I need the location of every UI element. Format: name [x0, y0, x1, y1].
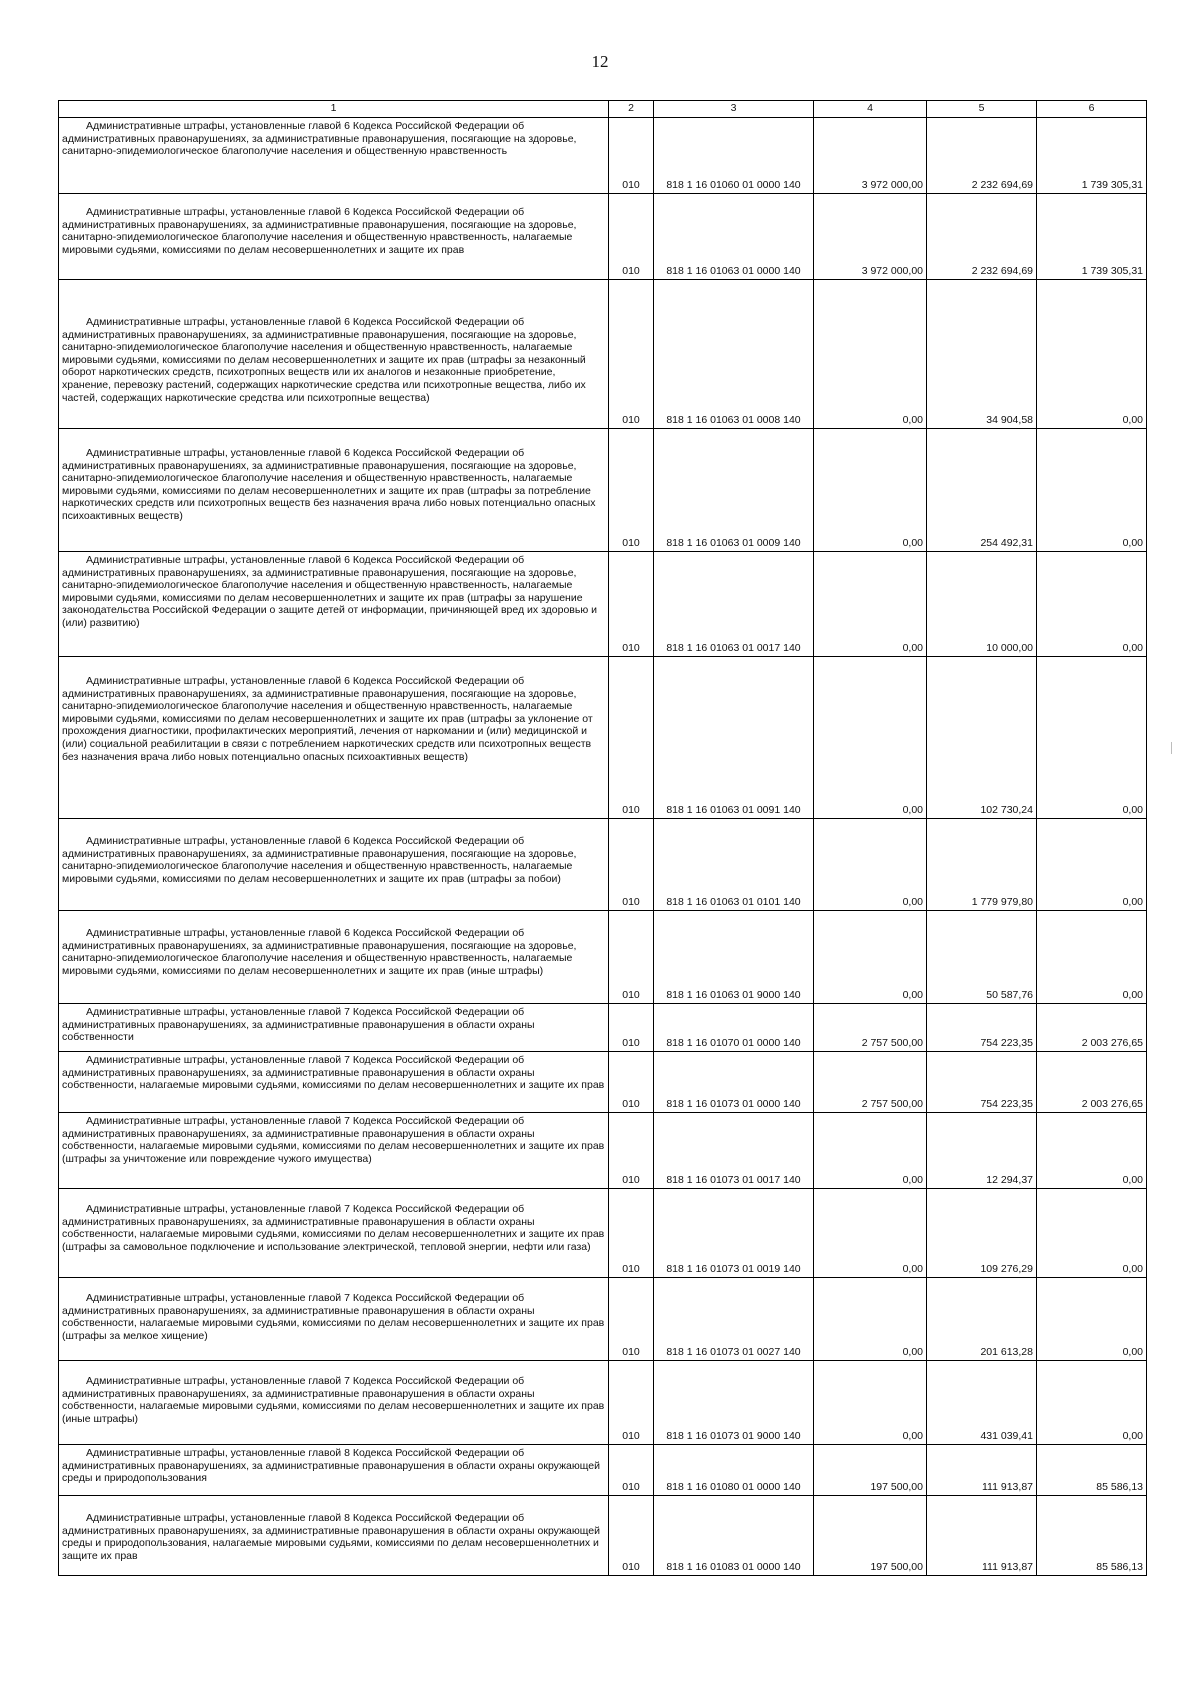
approved-amount-cell: 0,00	[814, 911, 927, 1004]
approved-amount-cell: 197 500,00	[814, 1445, 927, 1496]
income-code-cell: 818 1 16 01073 01 0027 140	[654, 1278, 814, 1361]
unexecuted-amount-cell: 85 586,13	[1037, 1496, 1147, 1576]
row-name-cell: Административные штрафы, установленные главой 6 Кодекса Российской Федерации об административных правонарушениях, за административные правонарушения, посягающие на здоровье, санитарно-эпидемиологическое благополучие населения и общественную нравственность	[59, 118, 609, 194]
approved-amount-cell: 197 500,00	[814, 1496, 927, 1576]
line-code-cell: 010	[609, 1113, 654, 1189]
row-name-cell: Административные штрафы, установленные главой 6 Кодекса Российской Федерации об административных правонарушениях, за административные правонарушения, посягающие на здоровье, санитарно-эпидемиологическое благополучие населения и общественную нравственность, налагаемые мировыми судьями, комиссиями по делам несовершеннолетних и защите их прав (иные штрафы)	[59, 911, 609, 1004]
income-code-cell: 818 1 16 01073 01 9000 140	[654, 1361, 814, 1445]
table-row	[59, 1189, 1147, 1278]
executed-amount-cell: 111 913,87	[927, 1445, 1037, 1496]
column-5-header: 5	[927, 101, 1037, 118]
table-row	[59, 194, 1147, 280]
approved-amount-cell: 0,00	[814, 280, 927, 429]
unexecuted-amount-cell: 0,00	[1037, 1278, 1147, 1361]
line-code-cell: 010	[609, 1052, 654, 1113]
line-code-cell: 010	[609, 1496, 654, 1576]
table-row	[59, 1113, 1147, 1189]
executed-amount-cell: 754 223,35	[927, 1004, 1037, 1052]
row-name-cell: Административные штрафы, установленные главой 8 Кодекса Российской Федерации об административных правонарушениях, за административные правонарушения в области охраны окружающей среды и природопользования, налагаемые мировыми судьями, комиссиями по делам несовершеннолетних и защите их прав	[59, 1496, 609, 1576]
table-row	[59, 1496, 1147, 1576]
income-code-cell: 818 1 16 01070 01 0000 140	[654, 1004, 814, 1052]
table-header	[59, 101, 1147, 118]
income-code-cell: 818 1 16 01073 01 0019 140	[654, 1189, 814, 1278]
unexecuted-amount-cell: 0,00	[1037, 657, 1147, 819]
table-row	[59, 1445, 1147, 1496]
column-4-header: 4	[814, 101, 927, 118]
income-code-cell: 818 1 16 01063 01 0008 140	[654, 280, 814, 429]
table-row	[59, 657, 1147, 819]
line-code-cell: 010	[609, 429, 654, 552]
line-code-cell: 010	[609, 1361, 654, 1445]
table-row	[59, 1278, 1147, 1361]
line-code-cell: 010	[609, 657, 654, 819]
executed-amount-cell: 254 492,31	[927, 429, 1037, 552]
income-code-cell: 818 1 16 01063 01 9000 140	[654, 911, 814, 1004]
executed-amount-cell: 431 039,41	[927, 1361, 1037, 1445]
table-row	[59, 118, 1147, 194]
line-code-cell: 010	[609, 280, 654, 429]
income-code-cell: 818 1 16 01073 01 0000 140	[654, 1052, 814, 1113]
table-row	[59, 429, 1147, 552]
executed-amount-cell: 1 779 979,80	[927, 819, 1037, 911]
unexecuted-amount-cell: 0,00	[1037, 1113, 1147, 1189]
executed-amount-cell: 50 587,76	[927, 911, 1037, 1004]
executed-amount-cell: 12 294,37	[927, 1113, 1037, 1189]
column-6-header: 6	[1037, 101, 1147, 118]
approved-amount-cell: 0,00	[814, 657, 927, 819]
executed-amount-cell: 34 904,58	[927, 280, 1037, 429]
approved-amount-cell: 3 972 000,00	[814, 118, 927, 194]
line-code-cell: 010	[609, 911, 654, 1004]
income-report-table	[58, 100, 1147, 1576]
executed-amount-cell: 754 223,35	[927, 1052, 1037, 1113]
row-name-cell: Административные штрафы, установленные главой 7 Кодекса Российской Федерации об административных правонарушениях, за административные правонарушения в области охраны собственности, налагаемые мировыми судьями, комиссиями по делам несовершеннолетних и защите их прав (штрафы за уничтожение или повреждение чужого имущества)	[59, 1113, 609, 1189]
table-row	[59, 1052, 1147, 1113]
row-name-cell: Административные штрафы, установленные главой 6 Кодекса Российской Федерации об административных правонарушениях, за административные правонарушения, посягающие на здоровье, санитарно-эпидемиологическое благополучие населения и общественную нравственность, налагаемые мировыми судьями, комиссиями по делам несовершеннолетних и защите их прав (штрафы за уклонение от прохождения диагностики, профилактических мероприятий, лечения от наркомании и (или) медицинской и (или) социальной реабилитации в связи с потреблением наркотических средств или психотропных веществ без назначения врача либо новых потенциально опасных психоактивных веществ)	[59, 657, 609, 819]
executed-amount-cell: 2 232 694,69	[927, 194, 1037, 280]
approved-amount-cell: 2 757 500,00	[814, 1052, 927, 1113]
row-name-cell: Административные штрафы, установленные главой 6 Кодекса Российской Федерации об административных правонарушениях, за административные правонарушения, посягающие на здоровье, санитарно-эпидемиологическое благополучие населения и общественную нравственность, налагаемые мировыми судьями, комиссиями по делам несовершеннолетних и защите их прав (штрафы за незаконный оборот наркотических средств, психотропных веществ или их аналогов и незаконные приобретение, хранение, перевозку растений, содержащих наркотические средства или психотропные вещества, либо их частей, содержащих наркотические средства или психотропные вещества)	[59, 280, 609, 429]
unexecuted-amount-cell: 0,00	[1037, 1361, 1147, 1445]
table-row	[59, 552, 1147, 657]
column-number-row	[59, 101, 1147, 118]
approved-amount-cell: 0,00	[814, 429, 927, 552]
executed-amount-cell: 2 232 694,69	[927, 118, 1037, 194]
column-1-header: 1	[59, 101, 609, 118]
unexecuted-amount-cell: 0,00	[1037, 280, 1147, 429]
executed-amount-cell: 10 000,00	[927, 552, 1037, 657]
approved-amount-cell: 0,00	[814, 819, 927, 911]
income-code-cell: 818 1 16 01060 01 0000 140	[654, 118, 814, 194]
row-name-cell: Административные штрафы, установленные главой 7 Кодекса Российской Федерации об административных правонарушениях, за административные правонарушения в области охраны собственности	[59, 1004, 609, 1052]
table-row	[59, 819, 1147, 911]
row-name-cell: Административные штрафы, установленные главой 7 Кодекса Российской Федерации об административных правонарушениях, за административные правонарушения в области охраны собственности, налагаемые мировыми судьями, комиссиями по делам несовершеннолетних и защите их прав	[59, 1052, 609, 1113]
income-code-cell: 818 1 16 01063 01 0009 140	[654, 429, 814, 552]
income-code-cell: 818 1 16 01080 01 0000 140	[654, 1445, 814, 1496]
unexecuted-amount-cell: 0,00	[1037, 819, 1147, 911]
approved-amount-cell: 0,00	[814, 1189, 927, 1278]
page-number: 12	[591, 52, 609, 71]
row-name-cell: Административные штрафы, установленные главой 6 Кодекса Российской Федерации об административных правонарушениях, за административные правонарушения, посягающие на здоровье, санитарно-эпидемиологическое благополучие населения и общественную нравственность, налагаемые мировыми судьями, комиссиями по делам несовершеннолетних и защите их прав (штрафы за побои)	[59, 819, 609, 911]
unexecuted-amount-cell: 1 739 305,31	[1037, 118, 1147, 194]
line-code-cell: 010	[609, 552, 654, 657]
table-body	[59, 118, 1147, 1576]
column-2-header: 2	[609, 101, 654, 118]
income-code-cell: 818 1 16 01083 01 0000 140	[654, 1496, 814, 1576]
line-code-cell: 010	[609, 118, 654, 194]
row-name-cell: Административные штрафы, установленные главой 7 Кодекса Российской Федерации об административных правонарушениях, за административные правонарушения в области охраны собственности, налагаемые мировыми судьями, комиссиями по делам несовершеннолетних и защите их прав (иные штрафы)	[59, 1361, 609, 1445]
row-name-cell: Административные штрафы, установленные главой 6 Кодекса Российской Федерации об административных правонарушениях, за административные правонарушения, посягающие на здоровье, санитарно-эпидемиологическое благополучие населения и общественную нравственность, налагаемые мировыми судьями, комиссиями по делам несовершеннолетних и защите их прав	[59, 194, 609, 280]
line-code-cell: 010	[609, 819, 654, 911]
approved-amount-cell: 2 757 500,00	[814, 1004, 927, 1052]
executed-amount-cell: 201 613,28	[927, 1278, 1037, 1361]
unexecuted-amount-cell: 0,00	[1037, 552, 1147, 657]
unexecuted-amount-cell: 2 003 276,65	[1037, 1052, 1147, 1113]
table-row	[59, 911, 1147, 1004]
unexecuted-amount-cell: 2 003 276,65	[1037, 1004, 1147, 1052]
line-code-cell: 010	[609, 1278, 654, 1361]
unexecuted-amount-cell: 1 739 305,31	[1037, 194, 1147, 280]
executed-amount-cell: 102 730,24	[927, 657, 1037, 819]
unexecuted-amount-cell: 0,00	[1037, 429, 1147, 552]
line-code-cell: 010	[609, 1189, 654, 1278]
table-row	[59, 280, 1147, 429]
executed-amount-cell: 109 276,29	[927, 1189, 1037, 1278]
unexecuted-amount-cell: 85 586,13	[1037, 1445, 1147, 1496]
approved-amount-cell: 0,00	[814, 1361, 927, 1445]
table-row	[59, 1004, 1147, 1052]
unexecuted-amount-cell: 0,00	[1037, 1189, 1147, 1278]
income-code-cell: 818 1 16 01063 01 0000 140	[654, 194, 814, 280]
row-name-cell: Административные штрафы, установленные главой 7 Кодекса Российской Федерации об административных правонарушениях, за административные правонарушения в области охраны собственности, налагаемые мировыми судьями, комиссиями по делам несовершеннолетних и защите их прав (штрафы за мелкое хищение)	[59, 1278, 609, 1361]
line-code-cell: 010	[609, 194, 654, 280]
column-3-header: 3	[654, 101, 814, 118]
income-code-cell: 818 1 16 01063 01 0101 140	[654, 819, 814, 911]
approved-amount-cell: 0,00	[814, 1113, 927, 1189]
row-name-cell: Административные штрафы, установленные главой 7 Кодекса Российской Федерации об административных правонарушениях, за административные правонарушения в области охраны собственности, налагаемые мировыми судьями, комиссиями по делам несовершеннолетних и защите их прав (штрафы за самовольное подключение и использование электрической, тепловой энергии, нефти или газа)	[59, 1189, 609, 1278]
row-name-cell: Административные штрафы, установленные главой 6 Кодекса Российской Федерации об административных правонарушениях, за административные правонарушения, посягающие на здоровье, санитарно-эпидемиологическое благополучие населения и общественную нравственность, налагаемые мировыми судьями, комиссиями по делам несовершеннолетних и защите их прав (штрафы за нарушение законодательства Российской Федерации о защите детей от информации, причиняющей вред их здоровью и (или) развитию)	[59, 552, 609, 657]
income-code-cell: 818 1 16 01063 01 0017 140	[654, 552, 814, 657]
income-code-cell: 818 1 16 01073 01 0017 140	[654, 1113, 814, 1189]
table-row	[59, 1361, 1147, 1445]
approved-amount-cell: 0,00	[814, 552, 927, 657]
executed-amount-cell: 111 913,87	[927, 1496, 1037, 1576]
row-name-cell: Административные штрафы, установленные главой 6 Кодекса Российской Федерации об административных правонарушениях, за административные правонарушения, посягающие на здоровье, санитарно-эпидемиологическое благополучие населения и общественную нравственность, налагаемые мировыми судьями, комиссиями по делам несовершеннолетних и защите их прав (штрафы за потребление наркотических средств или психотропных веществ без назначения врача либо новых потенциально опасных психоактивных веществ)	[59, 429, 609, 552]
approved-amount-cell: 3 972 000,00	[814, 194, 927, 280]
line-code-cell: 010	[609, 1445, 654, 1496]
unexecuted-amount-cell: 0,00	[1037, 911, 1147, 1004]
scan-mark	[1171, 742, 1172, 754]
approved-amount-cell: 0,00	[814, 1278, 927, 1361]
income-code-cell: 818 1 16 01063 01 0091 140	[654, 657, 814, 819]
row-name-cell: Административные штрафы, установленные главой 8 Кодекса Российской Федерации об административных правонарушениях, за административные правонарушения в области охраны окружающей среды и природопользования	[59, 1445, 609, 1496]
line-code-cell: 010	[609, 1004, 654, 1052]
